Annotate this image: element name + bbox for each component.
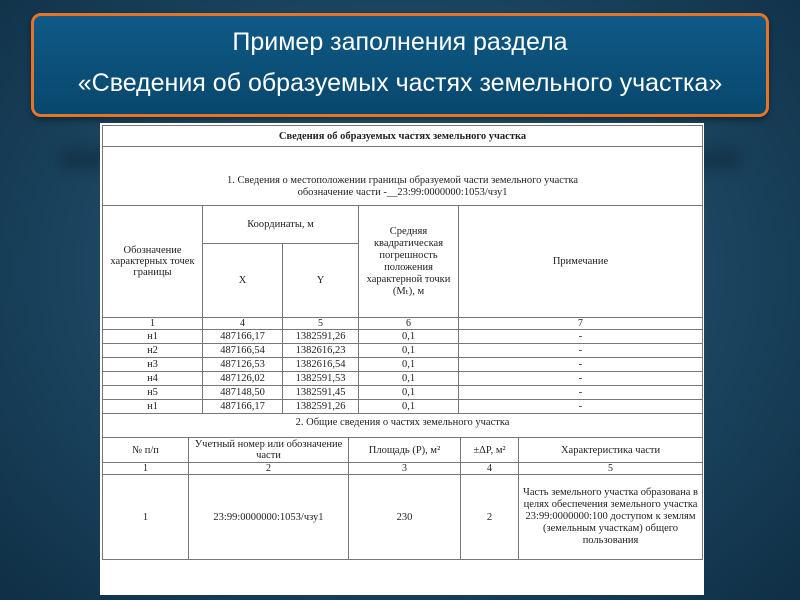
note-cell: - — [459, 358, 703, 372]
col-coords-header: Координаты, м — [203, 206, 359, 244]
point-cell: н5 — [103, 386, 203, 400]
note-cell: - — [459, 372, 703, 386]
num-cell: 2 — [189, 463, 349, 475]
y-cell: 1382591,26 — [283, 400, 359, 414]
col-char-header: Характеристика части — [519, 438, 703, 463]
parts-table — [102, 125, 703, 414]
col-num-header: Учетный номер или обозначение части — [189, 438, 349, 463]
col-note-header: Примечание — [459, 206, 703, 318]
err-cell: 0,1 — [359, 344, 459, 358]
x-cell: 487166,54 — [203, 344, 283, 358]
table-row — [103, 372, 703, 386]
part-number-cell: 23:99:0000000:1053/чзу1 — [189, 475, 349, 560]
y-cell: 1382591,53 — [283, 372, 359, 386]
col-point-header: Обозначение характерных точек границы — [103, 206, 203, 318]
slide-title-box — [31, 13, 769, 117]
y-cell: 1382591,45 — [283, 386, 359, 400]
no-cell: 1 — [103, 475, 189, 560]
num-cell: 1 — [103, 318, 203, 330]
table-row — [103, 358, 703, 372]
table-row — [103, 386, 703, 400]
table-row — [103, 475, 703, 560]
point-cell: н2 — [103, 344, 203, 358]
doc-header: Сведения об образуемых частях земельного участка — [103, 126, 703, 147]
point-cell: н3 — [103, 358, 203, 372]
col-y-header: Y — [283, 244, 359, 318]
note-cell: - — [459, 386, 703, 400]
table-row — [103, 330, 703, 344]
y-cell: 1382616,23 — [283, 344, 359, 358]
x-cell: 487166,17 — [203, 330, 283, 344]
note-cell: - — [459, 344, 703, 358]
err-cell: 0,1 — [359, 330, 459, 344]
characteristic-cell: Часть земельного участка образована в целях обеспечения земельного участка 23:99:0000000:100 доступом к землям (земельным участкам) общего пользования — [519, 475, 703, 560]
num-cell: 3 — [349, 463, 461, 475]
section1-subtitle: обозначение части -__23:99:0000000:1053/чзу1 — [297, 187, 508, 198]
point-cell: н1 — [103, 400, 203, 414]
num-cell: 7 — [459, 318, 703, 330]
section2-title: 2. Общие сведения о частях земельного участка — [103, 414, 703, 438]
x-cell: 487126,02 — [203, 372, 283, 386]
point-cell: н1 — [103, 330, 203, 344]
num-cell: 1 — [103, 463, 189, 475]
table-row — [103, 400, 703, 414]
num-cell: 4 — [203, 318, 283, 330]
err-cell: 0,1 — [359, 358, 459, 372]
slide-title-line2: «Сведения об образуемых частях земельного участка» — [77, 69, 723, 97]
num-cell: 4 — [461, 463, 519, 475]
point-cell: н4 — [103, 372, 203, 386]
dp-cell: 2 — [461, 475, 519, 560]
col-dp-header: ±ΔP, м² — [461, 438, 519, 463]
section1-title — [103, 147, 703, 206]
num-cell: 5 — [283, 318, 359, 330]
err-cell: 0,1 — [359, 372, 459, 386]
x-cell: 487148,50 — [203, 386, 283, 400]
section1-title-text: 1. Сведения о местоположении границы образуемой части земельного участка — [226, 175, 579, 186]
area-cell: 230 — [349, 475, 461, 560]
err-cell: 0,1 — [359, 400, 459, 414]
col-no-header: № п/п — [103, 438, 189, 463]
y-cell: 1382616,54 — [283, 358, 359, 372]
x-cell: 487166,17 — [203, 400, 283, 414]
table-row — [103, 344, 703, 358]
num-cell: 6 — [359, 318, 459, 330]
col-area-header: Площадь (P), м² — [349, 438, 461, 463]
x-cell: 487126,53 — [203, 358, 283, 372]
y-cell: 1382591,26 — [283, 330, 359, 344]
err-cell: 0,1 — [359, 386, 459, 400]
note-cell: - — [459, 330, 703, 344]
num-cell: 5 — [519, 463, 703, 475]
col-x-header: X — [203, 244, 283, 318]
parts-info-table — [102, 413, 703, 560]
document-scan — [100, 123, 704, 595]
col-err-header: Средняя квадратическая погрешность положения характерной точки (Mₜ), м — [359, 206, 459, 318]
slide-title-line1: Пример заполнения раздела — [232, 28, 568, 56]
note-cell: - — [459, 400, 703, 414]
